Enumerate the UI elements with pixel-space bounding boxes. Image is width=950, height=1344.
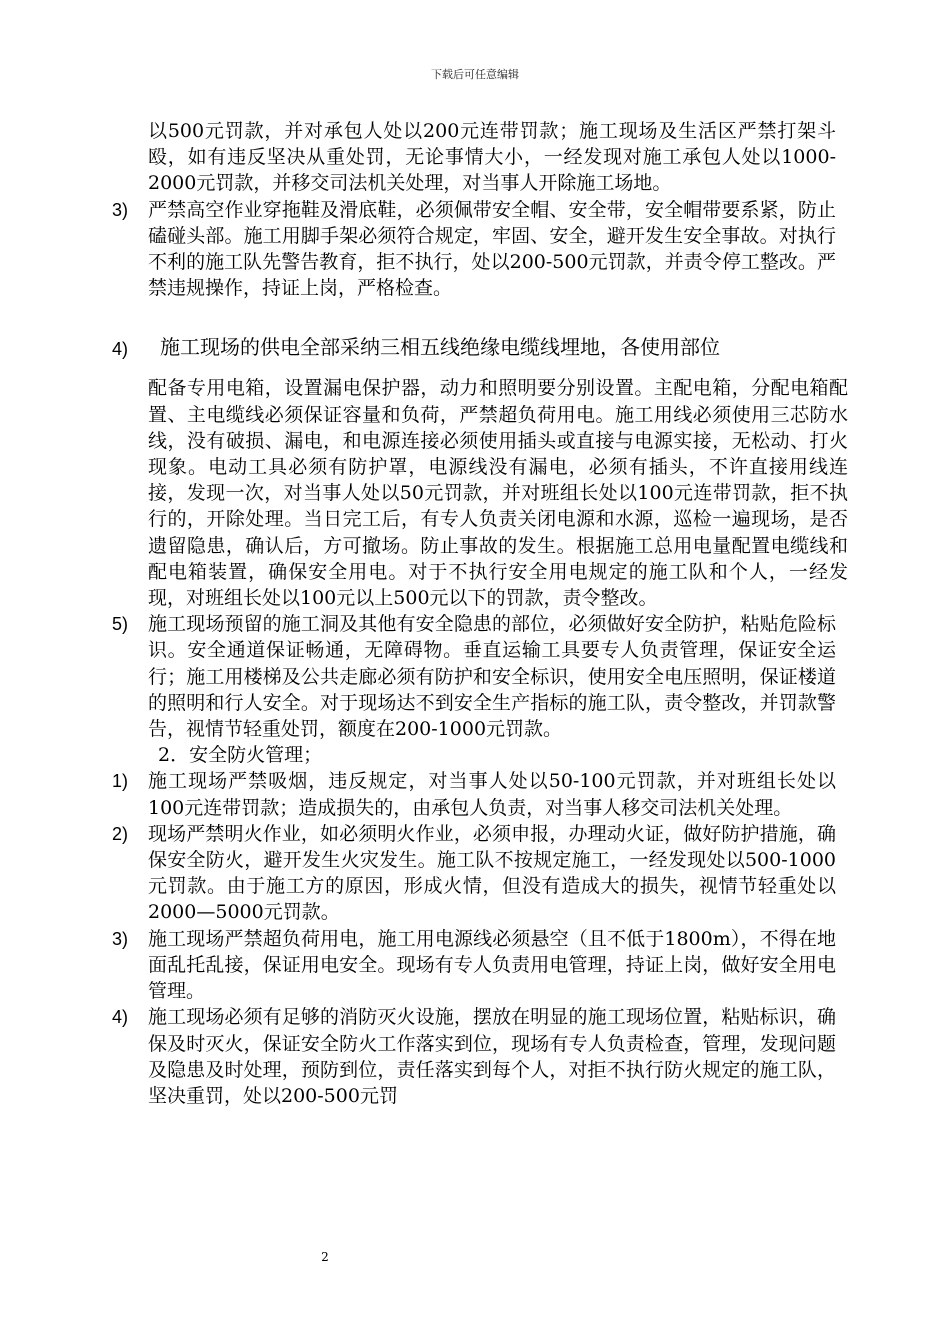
- paragraph-text: 施工现场的供电全部采纳三相五线绝缘电缆线埋地，各使用部位: [160, 335, 720, 360]
- list-item-5: [112, 611, 836, 742]
- fire-item-4: [112, 1004, 836, 1109]
- paragraph-text: 现场严禁明火作业，如必须明火作业，必须申报，办理动火证，做好防护措施，确保安全防火，避开发生火灾发生。施工队不按规定施工，一经发现处以500-1000元罚款。由于施工方的原因，形成火情，但没有造成大的损失，视情节轻重处以2000—5000元罚款。: [148, 822, 836, 924]
- list-item-3: [112, 197, 836, 302]
- paragraph-text: 严禁高空作业穿拖鞋及滑底鞋，必须佩带安全帽、安全带，安全帽带要系紧，防止磕碰头部。施工用脚手架必须符合规定，牢固、安全，避开发生安全事故。对执行不利的施工队先警告教育，拒不执行，处以200-500元罚款，并责令停工整改。严禁违规操作，持证上岗，严格检查。: [148, 198, 836, 300]
- page-number: 2: [321, 1250, 329, 1264]
- paragraph-continued: [148, 118, 836, 197]
- section-heading: 2．安全防火管理；: [158, 744, 323, 767]
- list-number: 3): [112, 199, 129, 220]
- list-number: 4): [112, 1007, 129, 1028]
- paragraph-text: 施工现场严禁超负荷用电，施工用电源线必须悬空（且不低于1800m），不得在地面乱托乱接，保证用电安全。现场有专人负责用电管理，持证上岗，做好安全用电管理。: [148, 927, 836, 1003]
- paragraph-text: 以500元罚款，并对承包人处以200元连带罚款；施工现场及生活区严禁打架斗殴，如有违反坚决从重处罚，无论事情大小，一经发现对施工承包人处以1000-2000元罚款，并移交司法机关处理，对当事人开除施工场地。: [148, 120, 836, 195]
- header-note: 下载后可任意编辑: [431, 68, 519, 81]
- paragraph-text: 施工现场预留的施工洞及其他有安全隐患的部位，必须做好安全防护，粘贴危险标识。安全通道保证畅通，无障碍物。垂直运输工具要专人负责管理，保证安全运行；施工用楼梯及公共走廊必须有防护和安全标识，使用安全电压照明，保证楼道的照明和行人安全。对于现场达不到安全生产指标的施工队，责令整改，并罚款警告，视情节轻重处罚，额度在200-1000元罚款。: [148, 613, 836, 741]
- list-number: 4): [112, 339, 129, 360]
- list-number: 2): [112, 823, 129, 844]
- fire-item-1: [112, 768, 836, 820]
- paragraph-text: 配备专用电箱，设置漏电保护器，动力和照明要分别设置。主配电箱，分配电箱配置、主电缆线必须保证容量和负荷，严禁超负荷用电。施工用线必须使用三芯防水线，没有破损、漏电，和电源连接必须使用插头或直接与电源实接，无松动、打火现象。电动工具必须有防护罩，电源线没有漏电，必须有插头，不许直接用线连接，发现一次，对当事人处以50元罚款，并对班组长处以100元连带罚款，拒不执行的，开除处理。当日完工后，有专人负责关闭电源和水源，巡检一遍现场，是否遗留隐患，确认后，方可撤场。防止事故的发生。根据施工总用电量配置电缆线和配电箱装置，确保安全用电。对于不执行安全用电规定的施工队和个人，一经发现，对班组长处以100元以上500元以下的罚款，责令整改。: [148, 377, 848, 610]
- list-item-4-first-line: [112, 333, 848, 361]
- list-number: 1): [112, 771, 129, 792]
- fire-item-3: [112, 926, 836, 1005]
- fire-item-2: [112, 821, 836, 926]
- list-item-4-body: [148, 375, 848, 611]
- list-number: 5): [112, 614, 129, 635]
- paragraph-text: 施工现场必须有足够的消防灭火设施，摆放在明显的施工现场位置，粘贴标识，确保及时灭火，保证安全防火工作落实到位，现场有专人负责检查，管理，发现问题及隐患及时处理，预防到位，责任落实到每个人，对拒不执行防火规定的施工队，坚决重罚，处以200-500元罚: [148, 1006, 836, 1107]
- document-body: [0, 118, 950, 1109]
- paragraph-text: 施工现场严禁吸烟，违反规定，对当事人处以50-100元罚款，并对班组长处以100元连带罚款；造成损失的，由承包人负责，对当事人移交司法机关处理。: [148, 770, 836, 819]
- list-number: 3): [112, 928, 129, 949]
